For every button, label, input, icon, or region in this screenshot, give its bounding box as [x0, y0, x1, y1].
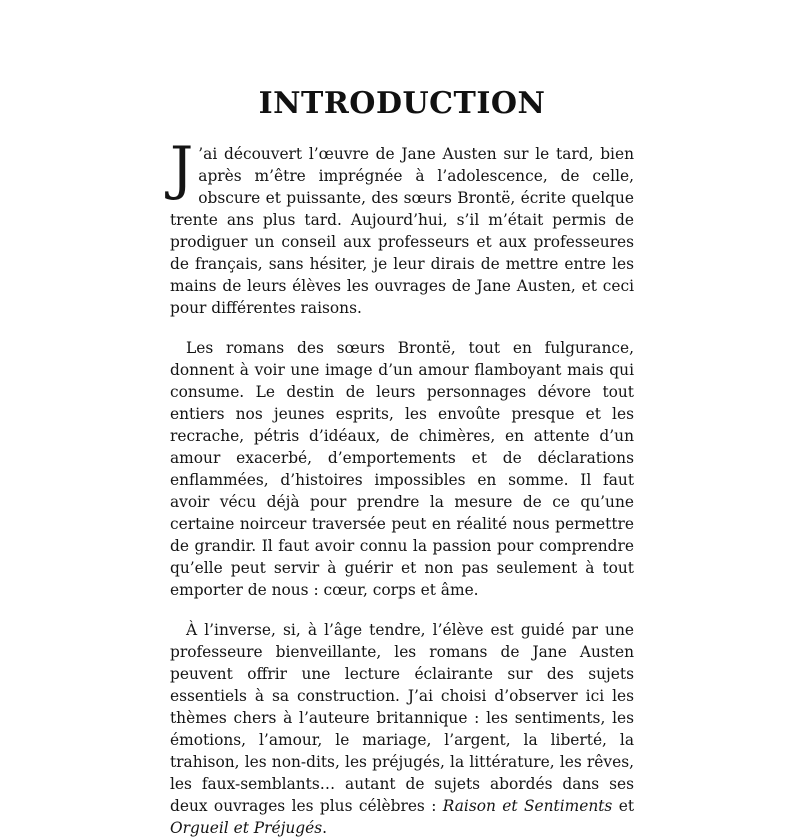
paragraph-3-text: À l’inverse, si, à l’âge tendre, l’élève est guidé par une professeure bienveillante, les romans de Jane Austen peuvent offrir une lecture éclairante sur des sujets essentiels à sa construction. J’ai choisi d’observer ici les thèmes chers à l’auteure britannique : les sentiments, les émotions, l’amour, le mariage, l’argent, la liberté, la trahison, les non-dits, les préjugés, la littérature, les rêves, les faux-semblants… autant de sujets abordés dans ses deux ouvrages les plus célèbres : — [170, 621, 634, 815]
paragraph-3 — [170, 619, 634, 839]
paragraph-1 — [170, 134, 634, 319]
paragraph-2-text: Les romans des sœurs Brontë, tout en fulgurance, donnent à voir une image d’un amour flamboyant mais qui consume. Le destin de leurs personnages dévore tout entiers nos jeunes esprits, les envoûte presque et les recrache, pétris d’idéaux, de chimères, en attente d’un amour exacerbé, d’emportements et de déclarations enflammées, d’histoires impossibles en somme. Il faut avoir vécu déjà pour prendre la mesure de ce qu’une certaine noirceur traversée peut en réalité nous permettre de grandir. Il faut avoir connu la passion pour comprendre qu’elle peut servir à guérir et non pas seulement à tout emporter de nous : cœur, corps et âme. — [170, 339, 634, 599]
paragraph-1-text: ’ai découvert l’œuvre de Jane Austen sur le tard, bien après m’être imprégnée à l’adolescence, de celle, obscure et puissante, des sœurs Brontë, écrite quelque trente ans plus tard. Aujourd’hui, s’il m’était permis de prodiguer un conseil aux professeurs et aux professeures de français, sans hésiter, je leur dirais de mettre entre les mains de leurs élèves les ouvrages de Jane Austen, et ceci pour différentes raisons. — [170, 145, 634, 317]
paragraph-2 — [170, 337, 634, 601]
chapter-title: INTRODUCTION — [258, 86, 546, 121]
book-title-raison: Raison et Sentiments — [442, 797, 613, 815]
drop-cap: J — [170, 134, 194, 202]
paragraph-3-end: . — [322, 819, 328, 837]
paragraph-3-connector: et — [612, 797, 635, 815]
book-title-orgueil: Orgueil et Préjugés — [170, 819, 323, 837]
